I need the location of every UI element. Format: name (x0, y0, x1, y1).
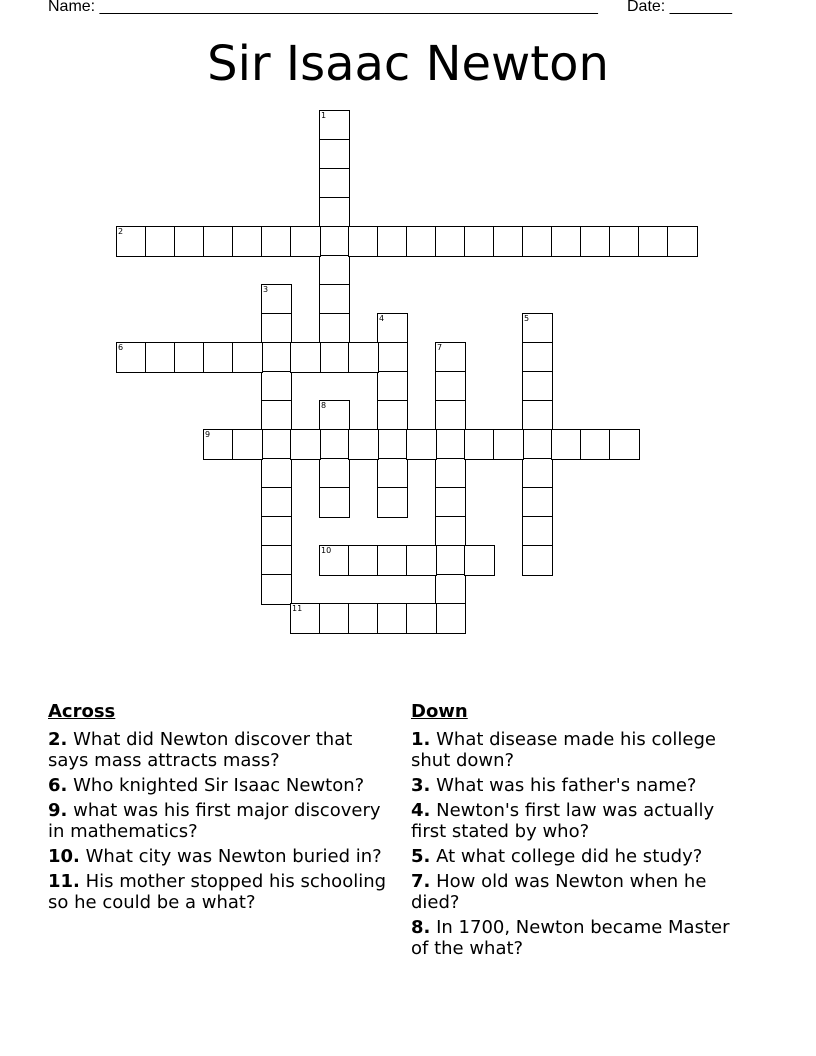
crossword-cell[interactable] (667, 226, 698, 257)
crossword-cell[interactable] (406, 429, 437, 460)
crossword-cell[interactable] (435, 371, 466, 402)
crossword-cell[interactable] (261, 429, 292, 460)
across-heading: Across (48, 701, 116, 722)
crossword-cell[interactable] (261, 226, 292, 257)
page-title: Sir Isaac Newton (207, 36, 609, 92)
crossword-cell[interactable] (174, 226, 205, 257)
crossword-cell[interactable] (261, 574, 292, 605)
across-clues (48, 701, 388, 917)
crossword-cell[interactable] (522, 371, 553, 402)
clue-text: What disease made his college shut down? (411, 729, 716, 771)
cell-number: 9 (205, 430, 211, 439)
cell-number: 8 (321, 401, 327, 410)
crossword-cell[interactable] (522, 487, 553, 518)
crossword-cell[interactable] (203, 429, 234, 460)
crossword-cell[interactable] (319, 168, 350, 199)
crossword-cell[interactable] (493, 226, 524, 257)
crossword-cell[interactable] (261, 342, 292, 373)
crossword-cell[interactable] (522, 545, 553, 576)
crossword-cell[interactable] (377, 371, 408, 402)
crossword-cell[interactable] (319, 603, 350, 634)
crossword-cell[interactable] (377, 545, 408, 576)
clue-number: 4. (411, 800, 431, 821)
clue-number: 5. (411, 846, 431, 867)
clue-number: 7. (411, 871, 431, 892)
crossword-cell[interactable] (290, 429, 321, 460)
crossword-cell[interactable] (551, 226, 582, 257)
crossword-cell[interactable] (435, 342, 466, 373)
crossword-cell[interactable] (522, 342, 553, 373)
clue-number: 8. (411, 917, 431, 938)
crossword-cell[interactable] (435, 400, 466, 431)
crossword-cell[interactable] (377, 458, 408, 489)
crossword-cell[interactable] (435, 487, 466, 518)
crossword-cell[interactable] (551, 429, 582, 460)
crossword-cell[interactable] (464, 545, 495, 576)
clue-text: What city was Newton buried in? (85, 846, 382, 867)
crossword-cell[interactable] (348, 226, 379, 257)
clue-number: 1. (411, 729, 431, 750)
crossword-cell[interactable] (435, 574, 466, 605)
crossword-cell[interactable] (348, 545, 379, 576)
clue-item (411, 729, 751, 771)
down-clues (411, 701, 751, 963)
crossword-cell[interactable] (319, 400, 350, 431)
clue-text: At what college did he study? (436, 846, 703, 867)
crossword-cell[interactable] (377, 313, 408, 344)
down-heading: Down (411, 701, 468, 722)
crossword-cell[interactable] (203, 342, 234, 373)
crossword-cell[interactable] (580, 226, 611, 257)
crossword-cell[interactable] (522, 400, 553, 431)
clue-text: Newton's first law was actually first stated by who? (411, 800, 715, 842)
cell-number: 6 (118, 343, 124, 352)
clue-number: 2. (48, 729, 68, 750)
crossword-cell[interactable] (232, 226, 263, 257)
crossword-cell[interactable] (319, 342, 350, 373)
crossword-cell[interactable] (522, 226, 553, 257)
clue-text: what was his first major discovery in mathematics? (48, 800, 381, 842)
crossword-cell[interactable] (522, 458, 553, 489)
crossword-cell[interactable] (522, 429, 553, 460)
crossword-cell[interactable] (464, 226, 495, 257)
clue-text: What was his father's name? (436, 775, 697, 796)
crossword-cell[interactable] (232, 429, 263, 460)
crossword-cell[interactable] (319, 139, 350, 170)
crossword-cell[interactable] (290, 226, 321, 257)
cell-number: 5 (524, 314, 530, 323)
crossword-cell[interactable] (319, 458, 350, 489)
crossword-cell[interactable] (435, 603, 466, 634)
crossword-cell[interactable] (522, 516, 553, 547)
cell-number: 11 (292, 604, 303, 613)
crossword-cell[interactable] (319, 487, 350, 518)
clue-text: How old was Newton when he died? (411, 871, 707, 913)
crossword-cell[interactable] (435, 226, 466, 257)
cell-number: 7 (437, 343, 443, 352)
crossword-cell[interactable] (406, 545, 437, 576)
crossword-cell[interactable] (261, 516, 292, 547)
clue-number: 3. (411, 775, 431, 796)
clue-item (48, 846, 388, 867)
crossword-cell[interactable] (464, 429, 495, 460)
clue-text: Who knighted Sir Isaac Newton? (73, 775, 365, 796)
crossword-cell[interactable] (348, 603, 379, 634)
clue-number: 10. (48, 846, 80, 867)
crossword-cell[interactable] (290, 603, 321, 634)
cell-number: 3 (263, 285, 269, 294)
crossword-cell[interactable] (290, 342, 321, 373)
crossword-cell[interactable] (116, 342, 147, 373)
clue-text: His mother stopped his schooling so he could be a what? (48, 871, 387, 913)
clue-item (48, 871, 388, 913)
crossword-cell[interactable] (377, 487, 408, 518)
crossword-cell[interactable] (609, 429, 640, 460)
crossword-cell[interactable] (116, 226, 147, 257)
crossword-cell[interactable] (319, 313, 350, 344)
crossword-cell[interactable] (435, 516, 466, 547)
name-field-label[interactable]: Name: ________________________________________________________ (48, 0, 598, 15)
crossword-cell[interactable] (580, 429, 611, 460)
crossword-cell[interactable] (377, 226, 408, 257)
crossword-cell[interactable] (609, 226, 640, 257)
crossword-cell[interactable] (319, 284, 350, 315)
clue-number: 11. (48, 871, 80, 892)
crossword-cell[interactable] (261, 458, 292, 489)
crossword-cell[interactable] (319, 197, 350, 228)
crossword-cell[interactable] (261, 487, 292, 518)
crossword-cell[interactable] (203, 226, 234, 257)
crossword-cell[interactable] (435, 429, 466, 460)
crossword-cell[interactable] (232, 342, 263, 373)
crossword-cell[interactable] (377, 400, 408, 431)
clue-item (48, 800, 388, 842)
crossword-cell[interactable] (377, 429, 408, 460)
crossword-cell[interactable] (348, 342, 379, 373)
clue-text: In 1700, Newton became Master of the what? (411, 917, 730, 959)
crossword-cell[interactable] (348, 429, 379, 460)
crossword-cell[interactable] (435, 458, 466, 489)
crossword-cell[interactable] (261, 400, 292, 431)
clue-text: What did Newton discover that says mass attracts mass? (48, 729, 353, 771)
clue-item (411, 846, 751, 867)
clue-item (48, 775, 388, 796)
crossword-cell[interactable] (261, 284, 292, 315)
cell-number: 1 (321, 111, 327, 120)
crossword-cell[interactable] (377, 603, 408, 634)
crossword-cell[interactable] (493, 429, 524, 460)
crossword-cell[interactable] (319, 110, 350, 141)
crossword-cell[interactable] (435, 545, 466, 576)
clue-number: 6. (48, 775, 68, 796)
cell-number: 4 (379, 314, 385, 323)
clue-item (411, 871, 751, 913)
crossword-cell[interactable] (261, 313, 292, 344)
clue-item (411, 800, 751, 842)
clue-item (48, 729, 388, 771)
crossword-cell[interactable] (638, 226, 669, 257)
date-field-label[interactable]: Date: _______ (627, 0, 732, 15)
crossword-cell[interactable] (406, 603, 437, 634)
cell-number: 10 (321, 546, 332, 555)
crossword-cell[interactable] (377, 342, 408, 373)
cell-number: 2 (118, 227, 124, 236)
crossword-cell[interactable] (522, 313, 553, 344)
crossword-cell[interactable] (319, 545, 350, 576)
clue-number: 9. (48, 800, 68, 821)
crossword-cell[interactable] (261, 545, 292, 576)
clue-item (411, 917, 751, 959)
crossword-cell[interactable] (406, 226, 437, 257)
crossword-cell[interactable] (319, 255, 350, 286)
crossword-cell[interactable] (319, 429, 350, 460)
crossword-cell[interactable] (174, 342, 205, 373)
crossword-cell[interactable] (145, 226, 176, 257)
crossword-cell[interactable] (261, 371, 292, 402)
clue-item (411, 775, 751, 796)
crossword-cell[interactable] (145, 342, 176, 373)
crossword-cell[interactable] (319, 226, 350, 257)
